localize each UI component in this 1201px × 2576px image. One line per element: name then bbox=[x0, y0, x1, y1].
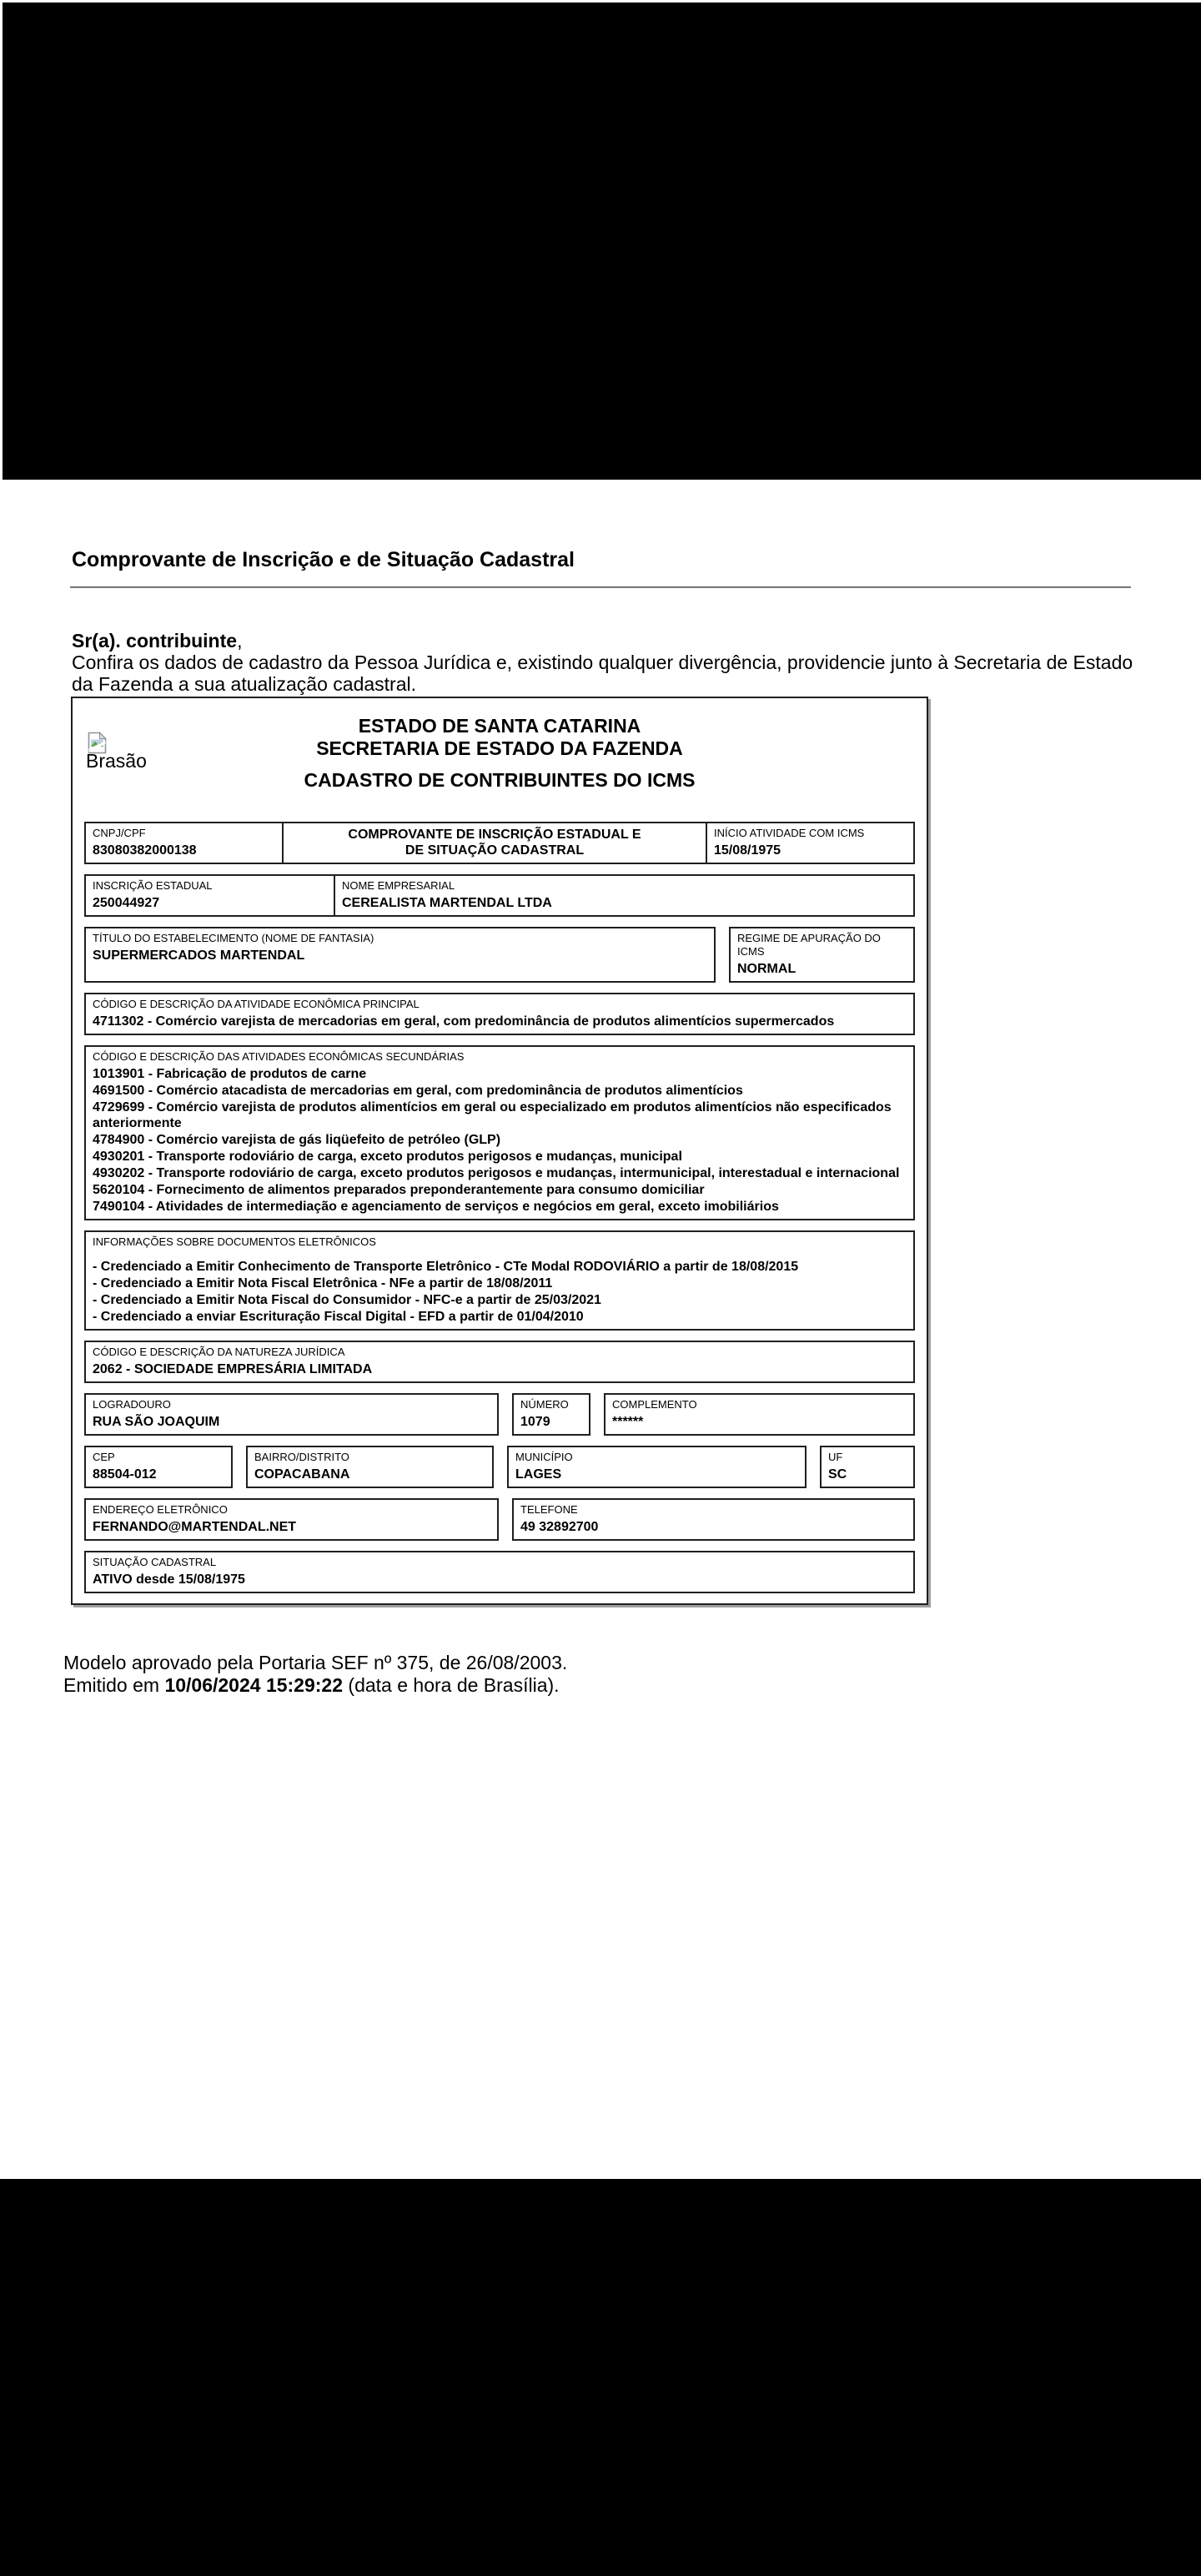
title-divider bbox=[70, 586, 1131, 588]
row-endereco-telefone bbox=[84, 1498, 915, 1541]
field-label: SITUAÇÃO CADASTRAL bbox=[93, 1556, 217, 1568]
field-situacao-cadastral bbox=[84, 1551, 915, 1593]
footer-emitted-line bbox=[63, 1674, 1201, 1697]
list-item: - Credenciado a enviar Escrituração Fiscal Digital - EFD a partir de 01/04/2010 bbox=[93, 1310, 584, 1324]
field-value: SC bbox=[828, 1467, 847, 1482]
field-endereco-eletronico bbox=[84, 1498, 499, 1541]
field-label: CÓDIGO E DESCRIÇÃO DAS ATIVIDADES ECONÔMICAS SECUNDÁRIAS bbox=[93, 1050, 465, 1063]
greeting-comma: , bbox=[237, 630, 243, 652]
field-label: BAIRRO/DISTRITO bbox=[254, 1451, 349, 1463]
field-natureza-juridica bbox=[84, 1341, 915, 1383]
field-label: CNPJ/CPF bbox=[93, 827, 146, 839]
list-item: 4691500 - Comércio atacadista de mercadorias em geral, com predominância de produtos alimentícios bbox=[93, 1084, 743, 1098]
row-logradouro-numero-complemento bbox=[84, 1393, 915, 1436]
field-label: LOGRADOURO bbox=[93, 1398, 171, 1411]
field-inicio-atividade bbox=[706, 823, 913, 863]
field-label: INFORMAÇÕES SOBRE DOCUMENTOS ELETRÔNICOS bbox=[93, 1235, 376, 1248]
field-value: FERNANDO@MARTENDAL.NET bbox=[93, 1520, 297, 1534]
emitted-prefix: Emitido em bbox=[63, 1674, 165, 1696]
field-value: SUPERMERCADOS MARTENDAL bbox=[93, 948, 305, 963]
field-label: REGIME DE APURAÇÃO DO ICMS bbox=[737, 932, 881, 958]
emitted-suffix: (data e hora de Brasília). bbox=[343, 1674, 560, 1696]
list-item: - Credenciado a Emitir Nota Fiscal Eletrônica - NFe a partir de 18/08/2011 bbox=[93, 1276, 553, 1291]
bottom-letterbox-bar bbox=[0, 2179, 1201, 2576]
field-cep bbox=[84, 1446, 233, 1488]
page-title: Comprovante de Inscrição e de Situação Cadastral bbox=[72, 548, 575, 571]
field-label: TÍTULO DO ESTABELECIMENTO (NOME DE FANTASIA) bbox=[93, 932, 374, 944]
footer-model-line: Modelo aprovado pela Portaria SEF nº 375, de 26/08/2003. bbox=[63, 1652, 568, 1673]
field-label: INÍCIO ATIVIDADE COM ICMS bbox=[714, 827, 865, 839]
field-uf bbox=[820, 1446, 915, 1488]
field-value: 250044927 bbox=[93, 896, 160, 910]
field-label: NOME EMPRESARIAL bbox=[342, 879, 455, 892]
list-item: 1013901 - Fabricação de produtos de carne bbox=[93, 1067, 367, 1081]
coat-of-arms-placeholder bbox=[86, 732, 147, 771]
field-value: 83080382000138 bbox=[93, 843, 197, 858]
field-regime-apuracao bbox=[729, 927, 915, 983]
secondary-activities-list bbox=[93, 1066, 907, 1215]
list-item: 4930202 - Transporte rodoviário de carga, exceto produtos perigosos e mudanças, intermunicipal, interestadual e internacional bbox=[93, 1166, 900, 1180]
row-inscricao-nome bbox=[84, 874, 915, 917]
document-title-line2: DE SITUAÇÃO CADASTRAL bbox=[405, 843, 585, 858]
field-label: CÓDIGO E DESCRIÇÃO DA ATIVIDADE ECONÔMICA PRINCIPAL bbox=[93, 998, 420, 1010]
list-item: 4729699 - Comércio varejista de produtos alimentícios em geral ou especializado em produtos alimentícios não especificados anteriormente bbox=[93, 1100, 892, 1130]
list-item: 5620104 - Fornecimento de alimentos preparados preponderantemente para consumo domiciliar bbox=[93, 1183, 705, 1197]
list-item: 7490104 - Atividades de intermediação e agenciamento de serviços e negócios em geral, exceto imobiliários bbox=[93, 1200, 779, 1214]
broken-image-alt-text: Brasão bbox=[86, 750, 147, 772]
document-title-line1: COMPROVANTE DE INSCRIÇÃO ESTADUAL E bbox=[348, 828, 641, 842]
field-label: CÓDIGO E DESCRIÇÃO DA NATUREZA JURÍDICA bbox=[93, 1346, 345, 1358]
field-value: 88504-012 bbox=[93, 1467, 157, 1482]
field-rows bbox=[84, 822, 915, 1593]
document-footer bbox=[63, 1652, 1201, 1697]
top-letterbox-bar bbox=[3, 3, 1201, 480]
field-label: NÚMERO bbox=[520, 1398, 569, 1411]
field-nome-empresarial bbox=[334, 876, 913, 915]
field-cnpj bbox=[86, 823, 282, 863]
field-atividades-secundarias bbox=[84, 1045, 915, 1220]
field-municipio bbox=[507, 1446, 807, 1488]
field-titulo-estabelecimento bbox=[84, 927, 716, 983]
list-item: 4784900 - Comércio varejista de gás liqüefeito de petróleo (GLP) bbox=[93, 1133, 501, 1147]
field-label: INSCRIÇÃO ESTADUAL bbox=[93, 879, 213, 892]
emitted-datetime: 10/06/2024 15:29:22 bbox=[164, 1674, 344, 1696]
field-atividade-principal bbox=[84, 993, 915, 1035]
list-item: 4930201 - Transporte rodoviário de carga, exceto produtos perigosos e mudanças, municipal bbox=[93, 1150, 682, 1164]
field-value: 1079 bbox=[520, 1415, 550, 1429]
field-value: 49 32892700 bbox=[520, 1520, 599, 1534]
field-label: MUNICÍPIO bbox=[515, 1451, 573, 1463]
field-value: 2062 - SOCIEDADE EMPRESÁRIA LIMITADA bbox=[93, 1362, 373, 1376]
field-label: UF bbox=[828, 1451, 843, 1463]
header-state-line: ESTADO DE SANTA CATARINA bbox=[358, 715, 641, 737]
field-documentos-eletronicos bbox=[84, 1230, 915, 1331]
certificate-box bbox=[71, 697, 928, 1605]
header-secretary-line: SECRETARIA DE ESTADO DA FAZENDA bbox=[316, 737, 683, 759]
field-value: RUA SÃO JOAQUIM bbox=[93, 1415, 220, 1429]
field-value: ATIVO desde 15/08/1975 bbox=[93, 1572, 245, 1587]
field-inscricao-estadual bbox=[86, 876, 334, 915]
field-value: COPACABANA bbox=[254, 1467, 350, 1482]
list-item: - Credenciado a Emitir Conhecimento de Transporte Eletrônico - CTe Modal RODOVIÁRIO a partir de 18/08/2015 bbox=[93, 1260, 799, 1274]
header-registry-line: CADASTRO DE CONTRIBUINTES DO ICMS bbox=[304, 769, 696, 791]
document-title-cell bbox=[282, 823, 706, 863]
document-page bbox=[0, 480, 1201, 1697]
field-complemento bbox=[604, 1393, 915, 1436]
field-value: LAGES bbox=[515, 1467, 562, 1482]
field-value: 4711302 - Comércio varejista de mercadorias em geral, com predominância de produtos alimentícios supermercados bbox=[93, 1014, 835, 1029]
field-label: CEP bbox=[93, 1451, 115, 1463]
greeting: Sr(a). contribuinte bbox=[72, 630, 238, 652]
field-label: ENDEREÇO ELETRÔNICO bbox=[93, 1503, 228, 1516]
field-value: 15/08/1975 bbox=[714, 843, 781, 858]
row-titulo-regime bbox=[84, 927, 915, 983]
field-bairro bbox=[246, 1446, 494, 1488]
field-numero bbox=[512, 1393, 590, 1436]
intro-paragraph bbox=[72, 630, 1156, 695]
field-value: CEREALISTA MARTENDAL LTDA bbox=[342, 896, 552, 910]
intro-text: Confira os dados de cadastro da Pessoa Jurídica e, existindo qualquer divergência, providencie junto à Secretaria de Estado da Fazenda a sua atualização cadastral. bbox=[72, 652, 1133, 695]
row-cep-bairro-municipio-uf bbox=[84, 1446, 915, 1488]
electronic-documents-list bbox=[93, 1259, 907, 1325]
field-logradouro bbox=[84, 1393, 499, 1436]
field-telefone bbox=[512, 1498, 915, 1541]
row-cnpj-doctitle-inicio bbox=[84, 822, 915, 864]
certificate-header bbox=[84, 715, 915, 792]
field-label: TELEFONE bbox=[520, 1503, 578, 1516]
list-item: - Credenciado a Emitir Nota Fiscal do Consumidor - NFC-e a partir de 25/03/2021 bbox=[93, 1293, 601, 1307]
field-value: ****** bbox=[612, 1415, 644, 1429]
field-label: COMPLEMENTO bbox=[612, 1398, 697, 1411]
field-value: NORMAL bbox=[737, 962, 796, 976]
